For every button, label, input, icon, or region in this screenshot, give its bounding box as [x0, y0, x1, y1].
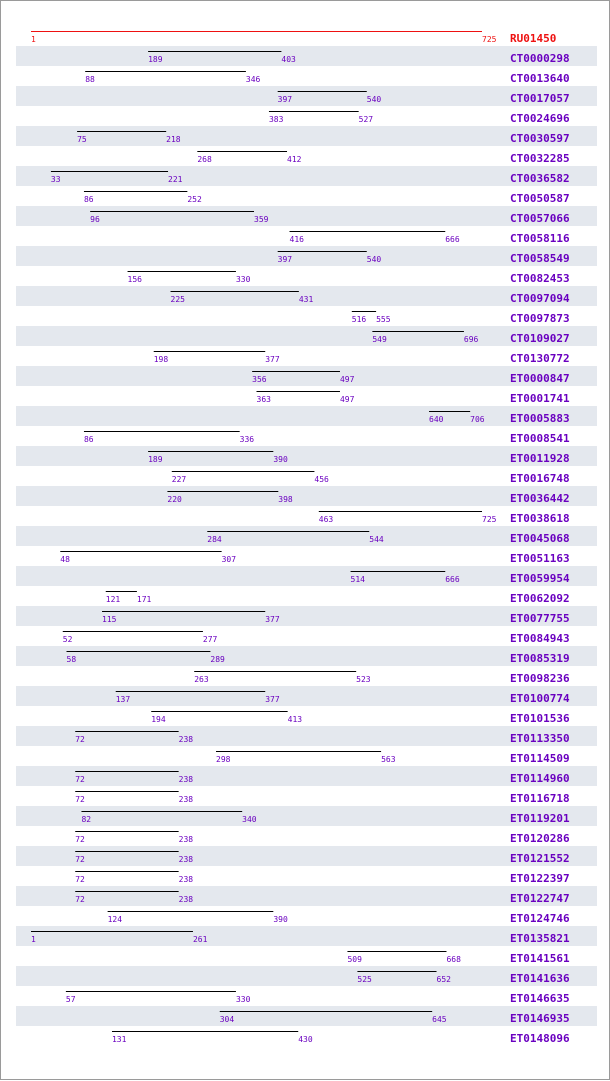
hit-start-label: 72: [75, 855, 85, 864]
hit-name-label: ET0135821: [510, 932, 570, 945]
hit-start-label: 72: [75, 875, 85, 884]
hit-start-label: 115: [102, 615, 117, 624]
hit-name-label: ET0121552: [510, 852, 570, 865]
hit-name-label: ET0084943: [510, 632, 570, 645]
hit-name-label: ET0114960: [510, 772, 570, 785]
hit-name-label: ET0146635: [510, 992, 570, 1005]
hit-end-label: 377: [265, 355, 280, 364]
hit-name-label: ET0011928: [510, 452, 570, 465]
hit-end-label: 540: [366, 95, 382, 104]
reference-start-label: 1: [31, 35, 36, 44]
hit-name-label: CT0000298: [510, 52, 570, 65]
hit-end-label: 497: [339, 395, 355, 404]
hit-start-label: 363: [256, 395, 271, 404]
hit-start-label: 52: [62, 635, 73, 644]
hit-name-label: CT0057066: [510, 212, 570, 225]
hit-start-label: 227: [171, 475, 187, 484]
hit-name-label: ET0045068: [510, 532, 570, 545]
hit-name-label: CT0058549: [510, 252, 570, 265]
hit-end-label: 330: [235, 275, 251, 284]
hit-start-label: 356: [252, 375, 267, 384]
hit-start-label: 397: [277, 95, 293, 104]
hit-name-label: ET0141636: [510, 972, 570, 985]
hit-end-label: 238: [178, 895, 194, 904]
hit-end-label: 221: [168, 175, 183, 184]
hit-end-label: 645: [432, 1015, 447, 1024]
hit-name-label: ET0122747: [510, 892, 570, 905]
hit-name-label: ET0124746: [510, 912, 570, 925]
hit-name-label: ET0148096: [510, 1032, 570, 1045]
hit-name-label: ET0085319: [510, 652, 570, 665]
hit-start-label: 220: [167, 495, 182, 504]
hit-end-label: 412: [287, 155, 302, 164]
hit-end-label: 336: [239, 435, 255, 444]
hit-end-label: 377: [265, 615, 280, 624]
hit-name-label: CT0017057: [510, 92, 570, 105]
hit-start-label: 189: [148, 455, 163, 464]
hit-name-label: CT0036582: [510, 172, 570, 185]
hit-start-label: 57: [65, 995, 76, 1004]
hit-end-label: 456: [314, 475, 329, 484]
hit-name-label: ET0001741: [510, 392, 570, 405]
hit-start-label: 1: [31, 935, 36, 944]
hit-start-label: 225: [170, 295, 185, 304]
hit-start-label: 86: [83, 435, 94, 444]
hit-name-label: ET0036442: [510, 492, 570, 505]
hit-end-label: 238: [178, 795, 194, 804]
hit-start-label: 58: [66, 655, 77, 664]
hit-end-label: 563: [381, 755, 396, 764]
hit-end-label: 307: [221, 555, 237, 564]
hit-end-label: 668: [446, 955, 461, 964]
hit-name-label: CT0058116: [510, 232, 570, 245]
alignment-map: [1, 1, 610, 1081]
hit-name-label: ET0077755: [510, 612, 570, 625]
hit-start-label: 397: [277, 255, 293, 264]
hit-end-label: 346: [245, 75, 261, 84]
hit-end-label: 238: [178, 835, 194, 844]
hit-name-label: ET0116718: [510, 792, 570, 805]
hit-end-label: 527: [358, 115, 374, 124]
hit-end-label: 725: [482, 515, 497, 524]
hit-name-label: CT0097094: [510, 292, 570, 305]
hit-start-label: 72: [75, 735, 85, 744]
hit-start-label: 72: [75, 835, 85, 844]
hit-start-label: 156: [127, 275, 143, 284]
hit-start-label: 189: [148, 55, 163, 64]
hit-name-label: ET0146935: [510, 1012, 570, 1025]
hit-start-label: 48: [60, 555, 70, 564]
hit-end-label: 261: [192, 935, 208, 944]
hit-start-label: 124: [107, 915, 123, 924]
hit-start-label: 82: [81, 815, 92, 824]
hit-name-label: ET0062092: [510, 592, 570, 605]
hit-start-label: 509: [347, 955, 362, 964]
hit-name-label: ET0000847: [510, 372, 570, 385]
hit-end-label: 497: [339, 375, 355, 384]
hit-name-label: CT0024696: [510, 112, 570, 125]
hit-start-label: 198: [153, 355, 169, 364]
hit-name-label: CT0082453: [510, 272, 570, 285]
hit-name-label: ET0122397: [510, 872, 570, 885]
hit-end-label: 238: [178, 875, 194, 884]
hit-end-label: 390: [273, 915, 288, 924]
hit-end-label: 171: [136, 595, 152, 604]
hit-end-label: 666: [445, 575, 460, 584]
hit-start-label: 416: [289, 235, 304, 244]
hit-name-label: ET0098236: [510, 672, 570, 685]
hit-name-label: ET0016748: [510, 472, 570, 485]
hit-end-label: 403: [281, 55, 296, 64]
hit-end-label: 218: [166, 135, 181, 144]
hit-end-label: 277: [202, 635, 218, 644]
hit-start-label: 72: [75, 795, 85, 804]
hit-start-label: 304: [219, 1015, 235, 1024]
hit-start-label: 75: [77, 135, 87, 144]
hit-end-label: 359: [254, 215, 269, 224]
hit-end-label: 430: [298, 1035, 313, 1044]
hit-start-label: 194: [151, 715, 166, 724]
hit-end-label: 289: [210, 655, 225, 664]
hit-start-label: 284: [207, 535, 222, 544]
hit-start-label: 516: [351, 315, 367, 324]
hit-end-label: 238: [178, 775, 194, 784]
hit-end-label: 330: [235, 995, 251, 1004]
hit-end-label: 398: [278, 495, 293, 504]
hit-start-label: 121: [105, 595, 121, 604]
hit-start-label: 525: [357, 975, 372, 984]
hit-end-label: 555: [376, 315, 391, 324]
hit-start-label: 131: [111, 1035, 127, 1044]
hit-end-label: 238: [178, 855, 194, 864]
hit-start-label: 298: [216, 755, 231, 764]
hit-end-label: 652: [436, 975, 451, 984]
hit-end-label: 340: [242, 815, 257, 824]
hit-end-label: 431: [298, 295, 314, 304]
hit-start-label: 33: [50, 175, 61, 184]
hit-end-label: 540: [366, 255, 382, 264]
hit-start-label: 268: [197, 155, 212, 164]
hit-start-label: 640: [429, 415, 444, 424]
hit-name-label: CT0097873: [510, 312, 570, 325]
hit-name-label: CT0013640: [510, 72, 570, 85]
reference-end-label: 725: [482, 35, 497, 44]
hit-end-label: 390: [273, 455, 288, 464]
hit-end-label: 696: [463, 335, 479, 344]
hit-name-label: ET0101536: [510, 712, 570, 725]
hit-start-label: 514: [350, 575, 366, 584]
hit-start-label: 383: [268, 115, 284, 124]
hit-name-label: CT0050587: [510, 192, 570, 205]
hit-end-label: 377: [265, 695, 280, 704]
hit-name-label: ET0005883: [510, 412, 570, 425]
hit-name-label: CT0109027: [510, 332, 570, 345]
hit-start-label: 549: [372, 335, 387, 344]
hit-start-label: 96: [90, 215, 100, 224]
hit-name-label: ET0113350: [510, 732, 570, 745]
hit-name-label: ET0038618: [510, 512, 570, 525]
hit-name-label: ET0119201: [510, 812, 570, 825]
hit-name-label: CT0130772: [510, 352, 570, 365]
hit-name-label: ET0059954: [510, 572, 570, 585]
hit-start-label: 263: [194, 675, 209, 684]
hit-end-label: 544: [369, 535, 384, 544]
hit-end-label: 252: [187, 195, 202, 204]
hit-name-label: ET0051163: [510, 552, 570, 565]
hit-end-label: 238: [178, 735, 194, 744]
hit-start-label: 88: [85, 75, 95, 84]
hit-name-label: ET0008541: [510, 432, 570, 445]
hit-start-label: 463: [318, 515, 334, 524]
hit-end-label: 706: [470, 415, 485, 424]
hit-end-label: 523: [356, 675, 371, 684]
hit-name-label: ET0114509: [510, 752, 570, 765]
hit-start-label: 137: [115, 695, 131, 704]
hit-end-label: 666: [445, 235, 460, 244]
hit-start-label: 72: [75, 895, 85, 904]
hit-name-label: CT0030597: [510, 132, 570, 145]
reference-name-label: RU01450: [510, 32, 557, 45]
hit-name-label: CT0032285: [510, 152, 570, 165]
hit-start-label: 72: [75, 775, 85, 784]
hit-name-label: ET0120286: [510, 832, 570, 845]
hit-name-label: ET0100774: [510, 692, 570, 705]
hit-end-label: 413: [287, 715, 303, 724]
hit-start-label: 86: [83, 195, 94, 204]
hit-name-label: ET0141561: [510, 952, 570, 965]
